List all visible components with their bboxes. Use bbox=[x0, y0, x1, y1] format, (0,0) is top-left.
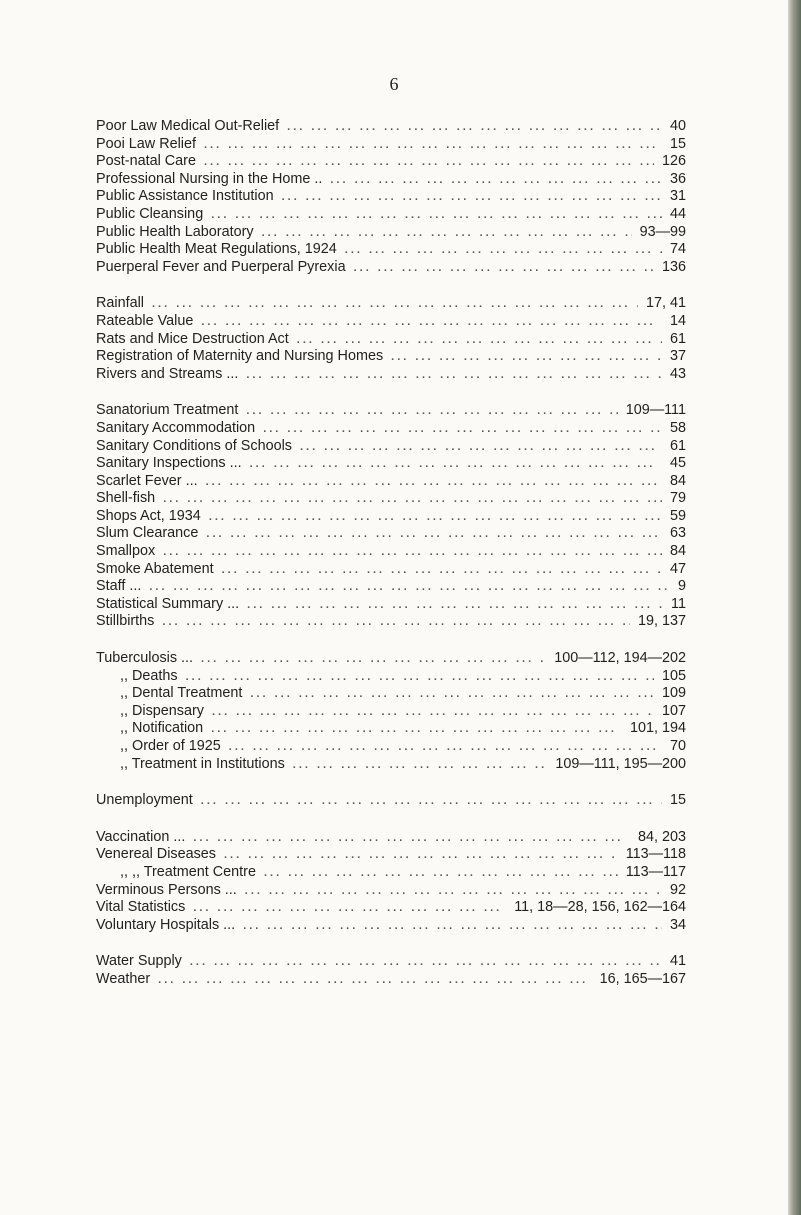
index-entry-pages: 84 bbox=[669, 472, 686, 489]
index-subentry-term: ,, ,, Treatment Centre bbox=[120, 863, 256, 880]
index-subentry-term: ,, Dental Treatment bbox=[120, 685, 243, 702]
dot-leader bbox=[245, 883, 662, 901]
dot-leader bbox=[354, 260, 654, 278]
dot-leader bbox=[391, 349, 662, 367]
index-subentry-term: ,, Treatment in Institutions bbox=[120, 755, 285, 772]
dot-leader bbox=[201, 651, 546, 669]
page-number: 6 bbox=[389, 74, 399, 94]
dot-leader bbox=[345, 242, 662, 260]
index-entry-term: Sanitary Accommodation bbox=[96, 419, 256, 436]
index-entry-term: Puerperal Fever and Puerperal Pyrexia bbox=[96, 258, 346, 275]
index-entry bbox=[96, 846, 686, 864]
index-entry-term: Smallpox bbox=[96, 543, 156, 560]
page-edge-shadow bbox=[788, 0, 801, 1215]
index-subentry-term: ,, Deaths bbox=[120, 667, 178, 684]
index-entry bbox=[96, 188, 686, 206]
index-entry bbox=[96, 402, 686, 420]
index-entry bbox=[96, 864, 686, 882]
dot-leader bbox=[246, 403, 617, 421]
index-entry-pages: 9 bbox=[677, 578, 686, 595]
index-entry bbox=[96, 348, 686, 366]
dot-leader bbox=[201, 314, 662, 332]
index-entry-pages: 37 bbox=[669, 348, 686, 365]
index-entry-term: Smoke Abatement bbox=[96, 560, 214, 577]
index-entry-pages: 61 bbox=[669, 437, 686, 454]
index-entry bbox=[96, 455, 686, 473]
dot-leader bbox=[158, 972, 591, 990]
dot-leader bbox=[193, 830, 630, 848]
index-entry bbox=[96, 153, 686, 171]
index-entry-term: Slum Clearance bbox=[96, 525, 199, 542]
index-entry bbox=[96, 578, 686, 596]
index-entry-pages: 58 bbox=[669, 419, 686, 436]
dot-leader bbox=[300, 439, 662, 457]
index-entry bbox=[96, 543, 686, 561]
index-subentry-term: ,, Order of 1925 bbox=[120, 738, 221, 754]
index-entry-term: Poor Law Medical Out-Relief bbox=[96, 118, 280, 134]
dot-leader bbox=[162, 614, 630, 632]
index-entry bbox=[96, 295, 686, 313]
index-entry-pages: 47 bbox=[669, 560, 686, 577]
index-entry-pages: 109 bbox=[661, 685, 686, 702]
index-entry-pages: 59 bbox=[669, 507, 686, 524]
index-entry-term: Vaccination ... bbox=[96, 828, 186, 845]
section-gap bbox=[96, 773, 686, 792]
dot-leader bbox=[152, 296, 638, 314]
index-entry-term: Stillbirths bbox=[96, 613, 155, 630]
index-entry-pages: 41 bbox=[669, 953, 686, 970]
index-entry-pages: 107 bbox=[661, 702, 686, 719]
index-entry bbox=[96, 241, 686, 259]
index-entry-pages: 61 bbox=[669, 330, 686, 347]
dot-leader bbox=[250, 686, 654, 704]
index-entry-pages: 36 bbox=[669, 170, 686, 187]
dot-leader bbox=[190, 954, 662, 972]
dot-leader bbox=[229, 739, 662, 757]
index-entry-pages: 100—112, 194—202 bbox=[554, 650, 686, 667]
index-entry bbox=[96, 738, 686, 756]
index-entry bbox=[96, 490, 686, 508]
index-entry-term: Tuberculosis ... bbox=[96, 650, 194, 667]
dot-leader bbox=[243, 918, 662, 936]
index-entry-term: Post-natal Care bbox=[96, 153, 196, 170]
index-entry-pages: 113—117 bbox=[625, 863, 686, 880]
index-entry-pages: 92 bbox=[669, 881, 686, 898]
index-entry-pages: 109—111, 195—200 bbox=[555, 755, 686, 772]
dot-leader bbox=[206, 474, 662, 492]
dot-leader bbox=[163, 491, 662, 509]
index-entry-term: Vital Statistics bbox=[96, 899, 186, 916]
index-entry-term: Sanatorium Treatment bbox=[96, 402, 239, 419]
index-entry-term: Registration of Maternity and Nursing Homes bbox=[96, 348, 384, 365]
index-entry-term: Sanitary Conditions of Schools bbox=[96, 437, 292, 454]
index-entry bbox=[96, 685, 686, 703]
section-gap bbox=[96, 276, 686, 295]
index-entry-term: Verminous Persons ... bbox=[96, 881, 237, 898]
index-entry-term: Shops Act, 1934 bbox=[96, 507, 201, 524]
index-entry-term: Statistical Summary ... bbox=[96, 595, 240, 612]
dot-leader bbox=[247, 597, 663, 615]
index-entry bbox=[96, 525, 686, 543]
index-entry-pages: 84, 203 bbox=[637, 828, 686, 845]
index-entry-term: Rats and Mice Destruction Act bbox=[96, 330, 289, 347]
index-entry-term: Pooi Law Relief bbox=[96, 135, 196, 152]
index-entry bbox=[96, 899, 686, 917]
index-entry bbox=[96, 438, 686, 456]
dot-leader bbox=[204, 137, 662, 155]
index-entry-pages: 15 bbox=[669, 135, 686, 152]
index-entry-pages: 44 bbox=[669, 205, 686, 222]
index-entry bbox=[96, 171, 686, 189]
dot-leader bbox=[330, 172, 662, 190]
index-entry bbox=[96, 971, 686, 989]
section-gap bbox=[96, 631, 686, 650]
index-entry bbox=[96, 829, 686, 847]
dot-leader bbox=[224, 847, 618, 865]
index-entry bbox=[96, 259, 686, 277]
dot-leader bbox=[297, 332, 662, 350]
dot-leader bbox=[222, 562, 662, 580]
dot-leader bbox=[186, 669, 654, 687]
index-subentry-term: ,, Dispensary bbox=[120, 702, 204, 719]
index-entry-pages: 136 bbox=[661, 258, 686, 275]
dot-leader bbox=[206, 526, 662, 544]
index-entry-term: Rainfall bbox=[96, 295, 144, 312]
index-entry bbox=[96, 331, 686, 349]
index-entry bbox=[96, 756, 686, 774]
dot-leader bbox=[201, 793, 662, 811]
index-entry-term: Unemployment bbox=[96, 792, 193, 809]
index-entry-pages: 31 bbox=[669, 188, 686, 205]
dot-leader bbox=[250, 456, 662, 474]
index-entry bbox=[96, 917, 686, 935]
index-entry-term: Scarlet Fever ... bbox=[96, 472, 198, 489]
index-entry-pages: 15 bbox=[669, 792, 686, 809]
index-entry bbox=[96, 650, 686, 668]
dot-leader bbox=[282, 189, 662, 207]
index-entry-pages: 93—99 bbox=[639, 223, 686, 240]
index-entry bbox=[96, 613, 686, 631]
index-entry-pages: 109—111 bbox=[625, 402, 686, 419]
index-entry-pages: 126 bbox=[661, 153, 686, 170]
index-entry-term: Public Health Laboratory bbox=[96, 223, 254, 240]
index-entry bbox=[96, 720, 686, 738]
index-entry-pages: 79 bbox=[669, 490, 686, 507]
index-entry-term: Shell-fish bbox=[96, 490, 156, 507]
dot-leader bbox=[287, 119, 662, 137]
dot-leader bbox=[262, 225, 632, 243]
dot-leader bbox=[204, 154, 654, 172]
index-entry-pages: 43 bbox=[669, 365, 686, 382]
index-entry-term: Public Assistance Institution bbox=[96, 188, 274, 205]
index-entry-term: Public Health Meat Regulations, 1924 bbox=[96, 241, 337, 258]
index-entry-term: Sanitary Inspections ... bbox=[96, 455, 242, 472]
index-entry-pages: 11, 18—28, 156, 162—164 bbox=[514, 899, 686, 916]
dot-leader bbox=[293, 757, 548, 775]
index-entry-pages: 45 bbox=[669, 455, 686, 472]
section-gap bbox=[96, 810, 686, 829]
section-gap bbox=[96, 383, 686, 402]
index-entry-term: Venereal Diseases bbox=[96, 846, 216, 863]
index-entry-pages: 14 bbox=[669, 312, 686, 329]
index-entry-term: Water Supply bbox=[96, 953, 182, 970]
index-entry bbox=[96, 703, 686, 721]
dot-leader bbox=[211, 721, 622, 739]
index-entry-term: Professional Nursing in the Home .. bbox=[96, 170, 323, 187]
index-entry bbox=[96, 792, 686, 810]
dot-leader bbox=[263, 421, 662, 439]
index-entry bbox=[96, 118, 686, 136]
dot-leader bbox=[212, 704, 654, 722]
index-entry-term: Voluntary Hospitals ... bbox=[96, 916, 236, 933]
index-entry bbox=[96, 882, 686, 900]
dot-leader bbox=[209, 509, 662, 527]
index-entry-term: Rateable Value bbox=[96, 312, 194, 329]
index-entry bbox=[96, 508, 686, 526]
index-entry-pages: 19, 137 bbox=[637, 613, 686, 630]
index-entry bbox=[96, 596, 686, 614]
dot-leader bbox=[211, 207, 662, 225]
index-entry-term: Staff ... bbox=[96, 578, 142, 595]
index-entry-term: Weather bbox=[96, 970, 151, 987]
index-subentry-term: ,, Notification bbox=[120, 720, 204, 737]
index-list bbox=[96, 118, 686, 989]
index-entry-term: Rivers and Streams ... bbox=[96, 365, 239, 382]
index-entry-pages: 113—118 bbox=[625, 846, 686, 863]
index-entry bbox=[96, 953, 686, 971]
section-gap bbox=[96, 934, 686, 953]
index-entry-pages: 11 bbox=[671, 595, 686, 612]
index-entry-pages: 16, 165—167 bbox=[599, 970, 686, 987]
index-entry bbox=[96, 224, 686, 242]
index-entry-pages: 70 bbox=[669, 738, 686, 754]
index-entry bbox=[96, 473, 686, 491]
index-entry-pages: 105 bbox=[661, 667, 686, 684]
index-entry bbox=[96, 420, 686, 438]
index-entry-pages: 34 bbox=[669, 916, 686, 933]
index-entry bbox=[96, 561, 686, 579]
index-entry-pages: 84 bbox=[669, 543, 686, 560]
dot-leader bbox=[264, 865, 618, 883]
index-entry bbox=[96, 206, 686, 224]
index-entry-pages: 63 bbox=[669, 525, 686, 542]
index-entry-term: Public Cleansing bbox=[96, 205, 204, 222]
index-entry bbox=[96, 668, 686, 686]
dot-leader bbox=[149, 579, 670, 597]
index-entry-pages: 17, 41 bbox=[645, 295, 686, 312]
index-entry-pages: 101, 194 bbox=[629, 720, 686, 737]
index-entry-pages: 40 bbox=[669, 118, 686, 134]
index-entry-pages: 74 bbox=[669, 241, 686, 258]
index-entry bbox=[96, 136, 686, 154]
index-entry bbox=[96, 366, 686, 384]
dot-leader bbox=[193, 900, 506, 918]
dot-leader bbox=[246, 367, 662, 385]
dot-leader bbox=[163, 544, 662, 562]
index-entry bbox=[96, 313, 686, 331]
